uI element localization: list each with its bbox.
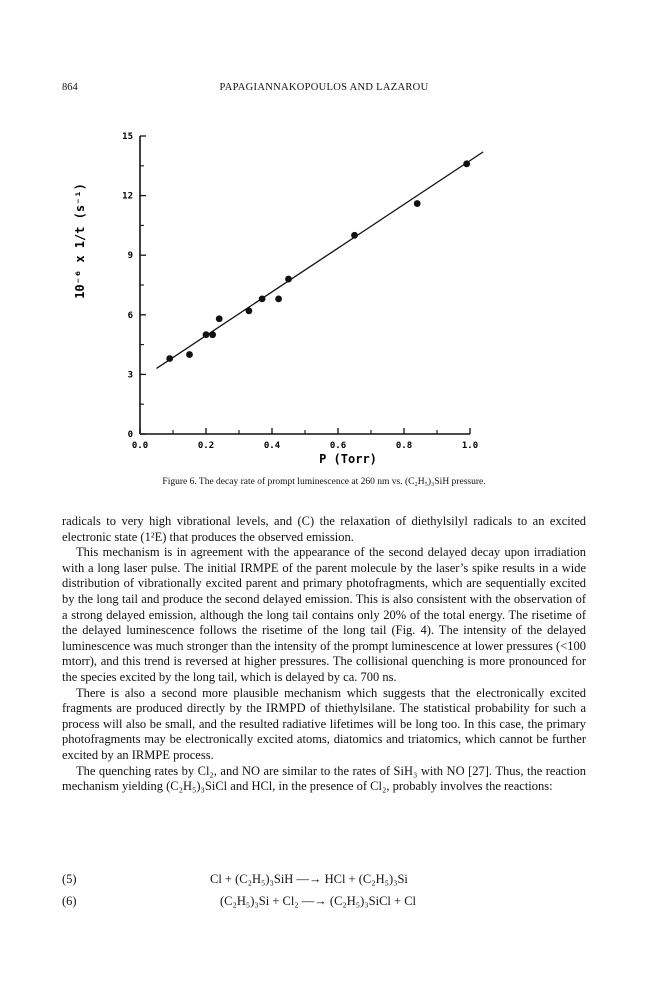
body-text [62, 514, 586, 795]
data-point [216, 315, 223, 322]
y-tick-label: 6 [127, 310, 133, 321]
equation-expression: (C₂H₅)₃Si + Cl₂ —→ (C₂H₅)₃SiCl + Cl [220, 894, 417, 908]
figure-6-chart [73, 128, 528, 468]
equation-number: (6) [62, 894, 77, 908]
page-number: 864 [62, 82, 78, 93]
paragraph: This mechanism is in agreement with the appearance of the second delayed decay upon irradiation with a long laser pulse. The initial IRMPE of the parent molecule by the laser’s spike results in a wide distribution of vibrationally excited parent and primary photofragments, which are sequentially excited by the long tail and produce the second delayed emission. This is also consistent with the observation of a strong delayed emission, although the long tail contains only 20% of the total energy. The risetime of the delayed luminescence follows the risetime of the long tail (Fig. 4). The intensity of the delayed luminescence was much stronger than the intensity of the prompt luminescence at lower pressures (<100 mtorr), and this trend is reversed at higher pressures. The collisional quenching is more pronounced for the species excited by the long tail, which is delayed by ca. 700 ns. [62, 545, 586, 684]
data-point [203, 331, 210, 338]
paragraph: The quenching rates by Cl₂, and NO are similar to the rates of SiH₃ with NO [27]. Thus, the reaction mechanism yielding (C₂H₅)₃SiCl and HCl, in the presence of Cl₂, probably involves the reactions: [62, 763, 586, 794]
data-point [166, 355, 173, 362]
data-point [275, 296, 282, 303]
equations [62, 872, 586, 916]
y-tick-label: 0 [127, 430, 133, 440]
chart-ticks [122, 132, 478, 451]
equation-6 [62, 894, 586, 916]
data-point [414, 200, 421, 207]
data-point [463, 160, 470, 167]
page-header [62, 82, 586, 98]
data-point [351, 232, 358, 239]
x-tick-label: 0.4 [263, 441, 281, 451]
data-point [259, 296, 266, 303]
x-tick-label: 0.6 [329, 441, 347, 451]
y-tick-label: 3 [127, 370, 133, 381]
equation-number: (5) [62, 872, 77, 886]
x-tick-label: 0.0 [131, 441, 149, 451]
paragraph: There is also a second more plausible mechanism which suggests that the electronically excited fragments are produced directly by the IRMPD of thiethylsilane. The statistical probability for such a process will also be small, and the resulted radiative lifetimes will be long too. In this case, the primary photofragments may be electronically excited atoms, diatomics and triatomics, which cannot be further excited by an IRMPE process. [62, 685, 586, 762]
y-tick-label: 15 [122, 132, 133, 142]
data-point [285, 276, 292, 283]
equation-5 [62, 872, 586, 894]
y-tick-label: 9 [127, 251, 133, 262]
paragraph: radicals to very high vibrational levels, and (C) the relaxation of diethylsilyl radicals to an excited electronic state (1²E) that produces the observed emission. [62, 514, 586, 544]
data-point [246, 307, 253, 314]
x-tick-label: 1.0 [461, 441, 479, 451]
chart-axes [140, 136, 470, 434]
figure-caption: Figure 6. The decay rate of prompt luminescence at 260 nm vs. (C₂H₅)₃SiH pressure. [162, 477, 486, 487]
x-axis-label: P (Torr) [319, 452, 377, 466]
data-point [209, 331, 216, 338]
x-tick-label: 0.2 [197, 441, 215, 451]
equation-expression: Cl + (C₂H₅)₃SiH —→ HCl + (C₂H₅)₃Si [210, 872, 408, 886]
x-tick-label: 0.8 [395, 441, 413, 451]
data-point [186, 351, 193, 358]
running-head: PAPAGIANNAKOPOULOS AND LAZAROU [219, 82, 429, 93]
y-axis-label: 10⁻⁶ x 1/t (s⁻¹) [73, 183, 87, 299]
y-tick-label: 12 [122, 191, 133, 202]
